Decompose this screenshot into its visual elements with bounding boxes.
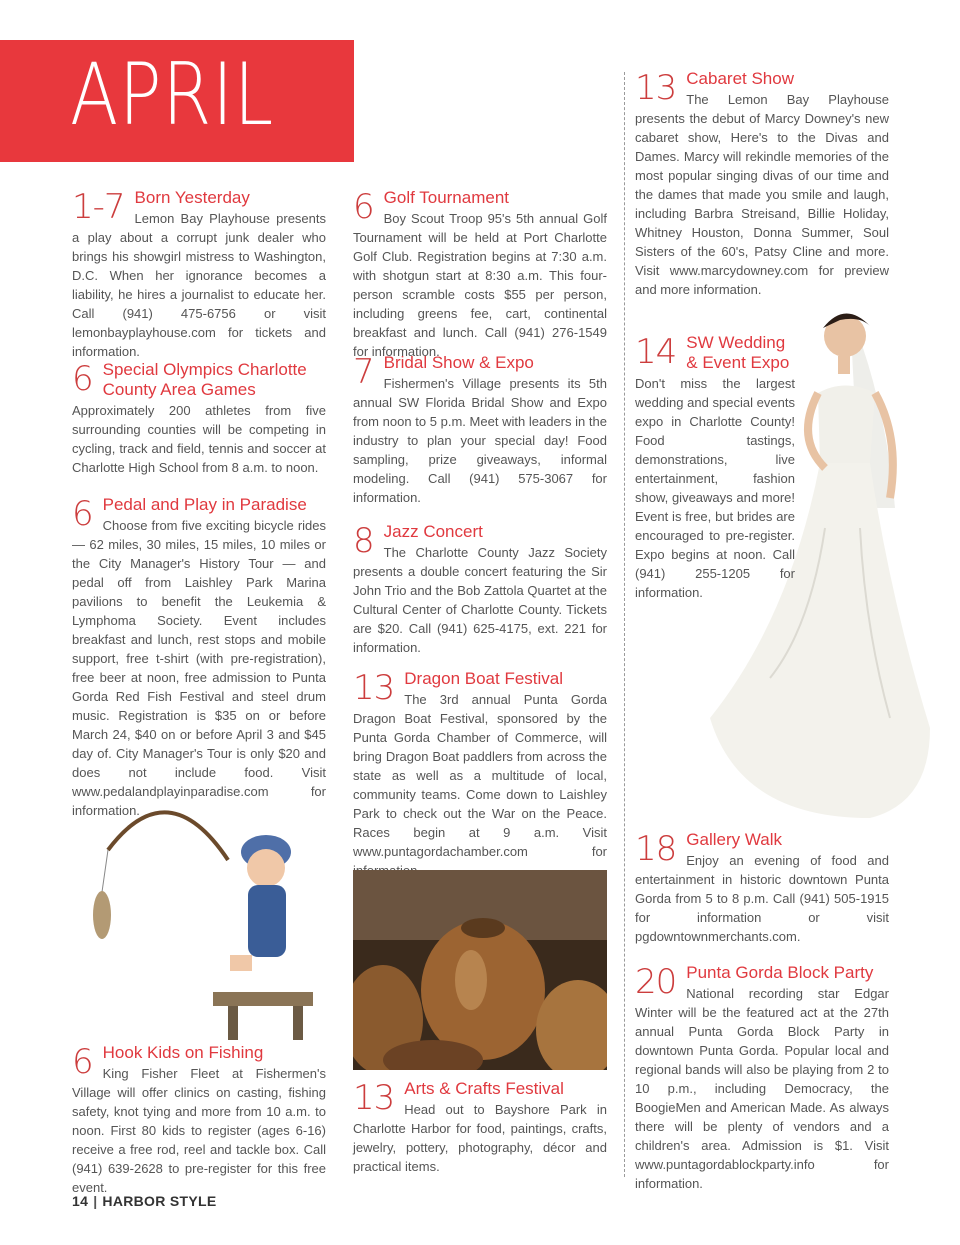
- event-date: 14: [635, 332, 677, 372]
- event-date: 8: [353, 521, 374, 561]
- event-golf-tournament: [353, 188, 607, 361]
- baby-fishing-photo: [88, 780, 318, 1040]
- event-description: Head out to Bayshore Park in Charlotte Harbor for food, paintings, crafts, jewelry, pottery, photography, décor and practical items.: [353, 1102, 607, 1174]
- event-title: Bridal Show & Expo: [383, 353, 534, 372]
- event-description: King Fisher Fleet at Fishermen's Village will offer clinics on casting, fishing safety, knot tying and more from 10 a.m. to noon. First 80 kids to register (ages 6-16) receive a free rod, reel and tackle box. Call (941) 639-2628 to pre-register for this free event.: [72, 1066, 326, 1195]
- event-jazz-concert: [353, 522, 607, 657]
- event-title: Hook Kids on Fishing: [102, 1043, 264, 1062]
- event-title: SW Wedding & Event Expo: [686, 333, 790, 372]
- footer-separator: |: [93, 1193, 98, 1209]
- event-title: Jazz Concert: [383, 522, 483, 541]
- event-title: Pedal and Play in Paradise: [102, 495, 307, 514]
- event-dragon-boat-festival: [353, 669, 607, 880]
- event-title: Punta Gorda Block Party: [686, 963, 874, 982]
- event-arts-and-crafts: [353, 1079, 607, 1176]
- event-date: 6: [72, 494, 93, 534]
- event-title: Dragon Boat Festival: [404, 669, 564, 688]
- event-description: Lemon Bay Playhouse presents a play about a corrupt junk dealer who brings his showgirl mistress to Washington, D.C. When her ignorance becomes a liability, he hires a journalist to educate her. Call (941) 475-6756 or visit lemonbayplayhouse.com for tickets and information.: [72, 211, 326, 359]
- event-title: Special Olympics Charlotte County Area Games: [102, 360, 307, 399]
- event-title: Gallery Walk: [686, 830, 782, 849]
- event-gallery-walk: [635, 830, 889, 946]
- event-title: Cabaret Show: [686, 69, 794, 88]
- event-date: 7: [353, 352, 374, 392]
- event-date: 18: [635, 829, 677, 869]
- event-cabaret-show: [635, 69, 889, 299]
- event-date: 13: [635, 68, 677, 108]
- event-date: 13: [353, 668, 395, 708]
- event-description: The 3rd annual Punta Gorda Dragon Boat Festival, sponsored by the Punta Gorda Chamber of Commerce, will bring Dragon Boat paddlers from across the state as well as a multitude of local, community teams. Come down to Laishley Park to check out the War on the Peace. Races begin at 9 a.m. Visit www.puntagordachamber.com for: [353, 692, 607, 859]
- event-date: 20: [635, 962, 677, 1002]
- event-title: Arts & Crafts Festival: [404, 1079, 564, 1098]
- event-sw-wedding-expo: [635, 333, 795, 602]
- event-special-olympics: [72, 360, 326, 477]
- event-title: Golf Tournament: [383, 188, 510, 207]
- event-title: Born Yesterday: [134, 188, 250, 207]
- page-number: 14: [72, 1193, 89, 1209]
- event-description: Don't miss the largest wedding and special events expo in Charlotte County! Food tastings, demonstrations, live entertainment, fashion show, giveaways and more! Event is free, but brides are encouraged to pre-register. Expo begins at noon. Call (941) 255-1205 for information.: [635, 376, 795, 600]
- pottery-photo: [353, 870, 607, 1070]
- magazine-name: HARBOR STYLE: [102, 1193, 217, 1209]
- event-description: Approximately 200 athletes from five surrounding counties will be competing in cycling, track and field, tennis and soccer at Charlotte High School from 8 a.m. to noon.: [72, 403, 326, 475]
- event-date: 6: [72, 359, 93, 399]
- event-bridal-show: [353, 353, 607, 507]
- event-description: Boy Scout Troop 95's 5th annual Golf Tournament will be held at Port Charlotte Golf Club. Registration begins at 7:30 a.m. with shotgun start at 8:30 a.m. This four-person scramble costs $55 per person, including greens fee, cart, continental breakfast and lunch. Call (941) 276-1549 for information.: [353, 211, 607, 359]
- column-divider: [624, 72, 625, 1177]
- event-description: Enjoy an evening of food and entertainment in historic downtown Punta Gorda from 5 to 8 p.m. Call (941) 505-1915 for information or visit pgdowntownmerchants.com.: [635, 853, 889, 944]
- event-description: National recording star Edgar Winter will be the featured act at the 27th annual Punta Gorda Block Party in downtown Punta Gorda. Popular local and regional bands will also be playing from 2 to 10 p.m., including Democracy, the BoogieMen and American Made. As always there will be plenty of vendors and a children's area. Admission is $1. Visit www.puntagordablockparty.info for information.: [635, 986, 889, 1191]
- event-date: 6: [353, 187, 374, 227]
- event-date: 13: [353, 1078, 395, 1118]
- event-description: The Lemon Bay Playhouse presents the debut of Marcy Downey's new cabaret show, Here's to the Divas and Dames. Marcy will rekindle memories of the most popular singing divas of our time and the dames that made you smile and laugh, including Barbra Streisand, Billie Holiday, Whitney Houston, Donna Summer, Soul Sisters of the 60's, Patsy Cline and more. Visit www.marcydowney.com for preview and more information.: [635, 92, 889, 297]
- event-pedal-and-play: [72, 495, 326, 820]
- event-hook-kids-on-fishing: [72, 1043, 326, 1197]
- event-date: 6: [72, 1042, 93, 1082]
- page-footer: [72, 1193, 216, 1209]
- event-description: Choose from five exciting bicycle rides — 62 miles, 30 miles, 15 miles, 10 miles or the City Manager's History Tour — and pedal off from Laishley Park Marina pavilions to benefit the Leukemia & Lymphoma Society. Event includes breakfast and lunch, rest stops and mobile support, free t-shirt (with pre-registration), free beer at noon, free admission to Punta Gorda Red Fish Festival and steel drum music. Registration is $35 on or before March 24, $40 on or before April 3 and $45 day of. City Manager's Tour is only $20 and does not include food. Visit www.pedalandplayinparadise.com for information.: [72, 518, 326, 818]
- event-description: Fishermen's Village presents its 5th annual SW Florida Bridal Show and Expo from noon to 5 p.m. Meet with leaders in the industry to plan your special day! Food sampling, prize giveaways, informal modeling. Call (941) 575-3067 for information.: [353, 376, 607, 505]
- event-block-party: [635, 963, 889, 1193]
- month-title: APRIL: [70, 45, 274, 145]
- event-born-yesterday: [72, 188, 326, 361]
- event-date: 1-7: [72, 187, 125, 227]
- event-description: The Charlotte County Jazz Society presents a double concert featuring the Sir John Trio and the Bob Zattola Quartet at the Cultural Center of Charlotte County. Tickets are $20. Call (941) 625-4175, ext. 221 for information.: [353, 545, 607, 655]
